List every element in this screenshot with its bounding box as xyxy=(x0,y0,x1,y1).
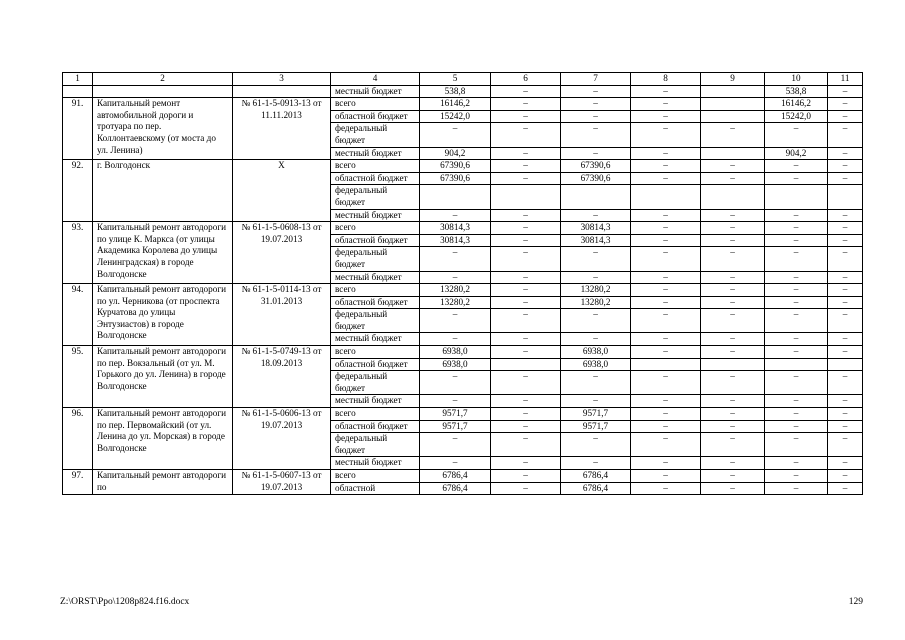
table-row xyxy=(63,160,863,173)
value-cell xyxy=(701,185,765,209)
budget-type-cell: областной бюджет xyxy=(331,358,420,371)
header-cell: 7 xyxy=(561,73,631,86)
value-cell: – xyxy=(631,309,701,333)
budget-type-cell: всего xyxy=(331,284,420,297)
budget-type-cell: областной xyxy=(331,482,420,495)
value-cell: – xyxy=(631,296,701,309)
value-cell: – xyxy=(561,271,631,284)
value-cell: – xyxy=(491,346,561,359)
value-cell xyxy=(701,358,765,371)
value-cell: 6938,0 xyxy=(561,358,631,371)
value-cell xyxy=(491,358,561,371)
value-cell: – xyxy=(701,209,765,222)
value-cell: – xyxy=(765,247,828,271)
value-cell: – xyxy=(765,395,828,408)
value-cell: – xyxy=(491,147,561,160)
value-cell: 30814,3 xyxy=(420,222,491,235)
value-cell: – xyxy=(828,123,863,147)
value-cell: – xyxy=(765,408,828,421)
budget-type-cell: местный бюджет xyxy=(331,457,420,470)
header-cell: 6 xyxy=(491,73,561,86)
value-cell: – xyxy=(631,482,701,495)
value-cell: – xyxy=(491,172,561,185)
value-cell: – xyxy=(765,160,828,173)
value-cell: – xyxy=(491,395,561,408)
value-cell: – xyxy=(765,433,828,457)
value-cell: 904,2 xyxy=(765,147,828,160)
value-cell: – xyxy=(561,457,631,470)
value-cell: 6786,4 xyxy=(561,470,631,483)
budget-type-cell: областной бюджет xyxy=(331,420,420,433)
header-cell: 3 xyxy=(233,73,331,86)
value-cell: – xyxy=(828,110,863,123)
value-cell: – xyxy=(828,85,863,98)
value-cell: – xyxy=(765,346,828,359)
footer-file-path: Z:\ORST\Ppo\1208p824.f16.docx xyxy=(60,597,190,607)
value-cell: – xyxy=(561,371,631,395)
budget-type-cell: областной бюджет xyxy=(331,296,420,309)
budget-type-cell: местный бюджет xyxy=(331,395,420,408)
header-cell: 10 xyxy=(765,73,828,86)
value-cell: – xyxy=(701,247,765,271)
value-cell: 6786,4 xyxy=(420,470,491,483)
value-cell: – xyxy=(631,98,701,111)
value-cell: – xyxy=(631,172,701,185)
value-cell: – xyxy=(701,172,765,185)
value-cell xyxy=(701,110,765,123)
value-cell xyxy=(701,98,765,111)
value-cell: – xyxy=(631,284,701,297)
budget-type-cell: местный бюджет xyxy=(331,85,420,98)
value-cell: – xyxy=(828,98,863,111)
value-cell: – xyxy=(701,271,765,284)
header-cell: 8 xyxy=(631,73,701,86)
value-cell: – xyxy=(631,433,701,457)
value-cell: – xyxy=(561,209,631,222)
value-cell: – xyxy=(765,296,828,309)
value-cell xyxy=(491,185,561,209)
value-cell: – xyxy=(491,85,561,98)
value-cell: – xyxy=(631,234,701,247)
value-cell: – xyxy=(631,395,701,408)
value-cell: – xyxy=(701,395,765,408)
value-cell: – xyxy=(701,296,765,309)
value-cell: – xyxy=(491,222,561,235)
budget-type-cell: всего xyxy=(331,346,420,359)
header-cell: 5 xyxy=(420,73,491,86)
budget-type-cell: всего xyxy=(331,408,420,421)
value-cell: 15242,0 xyxy=(420,110,491,123)
value-cell: – xyxy=(420,457,491,470)
value-cell: – xyxy=(561,98,631,111)
value-cell: 904,2 xyxy=(420,147,491,160)
value-cell: – xyxy=(765,209,828,222)
value-cell: 67390,6 xyxy=(561,160,631,173)
value-cell: – xyxy=(765,457,828,470)
value-cell: – xyxy=(631,85,701,98)
value-cell xyxy=(828,358,863,371)
value-cell: 13280,2 xyxy=(420,284,491,297)
value-cell: 30814,3 xyxy=(561,234,631,247)
value-cell: – xyxy=(491,457,561,470)
value-cell: – xyxy=(701,309,765,333)
value-cell: – xyxy=(631,371,701,395)
document-cell: № 61-1-5-0607-13 от 19.07.2013 xyxy=(233,470,331,495)
object-name-cell: Капитальный ремонт автодороги по улице К. Маркса (от улицы Академика Королева до улицы Ленинградская) в городе Волгодонске xyxy=(93,222,233,284)
value-cell: – xyxy=(631,160,701,173)
value-cell: – xyxy=(420,433,491,457)
value-cell: – xyxy=(828,271,863,284)
value-cell: – xyxy=(701,420,765,433)
value-cell: – xyxy=(828,346,863,359)
value-cell: – xyxy=(561,147,631,160)
value-cell: – xyxy=(561,309,631,333)
value-cell: – xyxy=(491,371,561,395)
value-cell: – xyxy=(701,470,765,483)
value-cell: – xyxy=(491,209,561,222)
value-cell xyxy=(561,185,631,209)
value-cell: – xyxy=(828,160,863,173)
value-cell: – xyxy=(631,457,701,470)
table-row xyxy=(63,408,863,421)
value-cell: – xyxy=(701,433,765,457)
value-cell: 67390,6 xyxy=(420,172,491,185)
value-cell: – xyxy=(491,420,561,433)
value-cell: – xyxy=(828,172,863,185)
value-cell xyxy=(631,185,701,209)
budget-type-cell: федеральный бюджет xyxy=(331,433,420,457)
row-number-cell: 96. xyxy=(63,408,93,470)
value-cell: – xyxy=(561,85,631,98)
value-cell: – xyxy=(631,408,701,421)
value-cell xyxy=(765,358,828,371)
value-cell: – xyxy=(491,160,561,173)
value-cell: – xyxy=(491,234,561,247)
value-cell: – xyxy=(561,395,631,408)
table-row xyxy=(63,284,863,297)
value-cell: – xyxy=(420,309,491,333)
value-cell: – xyxy=(765,234,828,247)
budget-type-cell: местный бюджет xyxy=(331,147,420,160)
value-cell: – xyxy=(828,209,863,222)
row-number-cell: 91. xyxy=(63,98,93,160)
value-cell: 6938,0 xyxy=(561,346,631,359)
value-cell: – xyxy=(420,247,491,271)
value-cell: – xyxy=(491,470,561,483)
value-cell: – xyxy=(631,209,701,222)
value-cell: 13280,2 xyxy=(420,296,491,309)
value-cell: – xyxy=(701,408,765,421)
object-name-cell: Капитальный ремонт автодороги по ул. Черникова (от проспекта Курчатова до улицы Энтузиастов) в городе Волгодонске xyxy=(93,284,233,346)
value-cell: 15242,0 xyxy=(765,110,828,123)
value-cell: – xyxy=(631,222,701,235)
value-cell: 67390,6 xyxy=(561,172,631,185)
value-cell: – xyxy=(828,234,863,247)
value-cell: – xyxy=(828,309,863,333)
budget-table xyxy=(62,72,863,495)
document-cell: № 61-1-5-0606-13 от 19.07.2013 xyxy=(233,408,331,470)
value-cell: 6786,4 xyxy=(420,482,491,495)
value-cell xyxy=(701,85,765,98)
row-number-cell: 94. xyxy=(63,284,93,346)
budget-type-cell: федеральный бюджет xyxy=(331,185,420,209)
value-cell: – xyxy=(828,457,863,470)
value-cell: – xyxy=(701,371,765,395)
header-cell: 1 xyxy=(63,73,93,86)
value-cell: – xyxy=(765,172,828,185)
value-cell: – xyxy=(765,284,828,297)
value-cell: – xyxy=(491,271,561,284)
value-cell: – xyxy=(631,147,701,160)
value-cell: – xyxy=(491,296,561,309)
value-cell: – xyxy=(828,333,863,346)
value-cell: – xyxy=(765,470,828,483)
row-number-cell: 92. xyxy=(63,160,93,222)
value-cell xyxy=(701,147,765,160)
value-cell: – xyxy=(701,346,765,359)
object-name-cell: г. Волгодонск xyxy=(93,160,233,222)
value-cell: – xyxy=(765,123,828,147)
budget-type-cell: всего xyxy=(331,222,420,235)
header-cell: 4 xyxy=(331,73,420,86)
document-cell: № 61-1-5-0114-13 от 31.01.2013 xyxy=(233,284,331,346)
value-cell: – xyxy=(631,333,701,346)
value-cell xyxy=(631,358,701,371)
value-cell: – xyxy=(765,309,828,333)
value-cell: 6786,4 xyxy=(561,482,631,495)
value-cell: – xyxy=(631,110,701,123)
value-cell: – xyxy=(765,271,828,284)
value-cell: – xyxy=(420,395,491,408)
row-number-cell: 97. xyxy=(63,470,93,495)
budget-type-cell: федеральный бюджет xyxy=(331,247,420,271)
value-cell: – xyxy=(765,371,828,395)
header-cell: 2 xyxy=(93,73,233,86)
value-cell: – xyxy=(561,333,631,346)
value-cell: – xyxy=(701,333,765,346)
budget-type-cell: областной бюджет xyxy=(331,172,420,185)
value-cell: – xyxy=(420,209,491,222)
value-cell: 16146,2 xyxy=(420,98,491,111)
value-cell: – xyxy=(828,222,863,235)
budget-type-cell: местный бюджет xyxy=(331,209,420,222)
value-cell: 6938,0 xyxy=(420,346,491,359)
budget-type-cell: всего xyxy=(331,98,420,111)
value-cell: – xyxy=(631,123,701,147)
header-row xyxy=(63,73,863,86)
empty-cell xyxy=(233,85,331,98)
row-number-cell: 93. xyxy=(63,222,93,284)
value-cell: – xyxy=(631,420,701,433)
value-cell: – xyxy=(491,482,561,495)
value-cell xyxy=(420,185,491,209)
value-cell: 9571,7 xyxy=(561,420,631,433)
value-cell: 9571,7 xyxy=(420,420,491,433)
value-cell: – xyxy=(701,457,765,470)
value-cell: 67390,6 xyxy=(420,160,491,173)
value-cell: – xyxy=(491,123,561,147)
value-cell: – xyxy=(828,470,863,483)
header-cell: 9 xyxy=(701,73,765,86)
budget-type-cell: всего xyxy=(331,470,420,483)
budget-type-cell: федеральный бюджет xyxy=(331,371,420,395)
value-cell: – xyxy=(561,123,631,147)
object-name-cell: Капитальный ремонт автодороги по пер. Вокзальный (от ул. М. Горького до ул. Ленина) в городе Волгодонске xyxy=(93,346,233,408)
value-cell: – xyxy=(420,123,491,147)
value-cell: – xyxy=(491,333,561,346)
row-number-cell: 95. xyxy=(63,346,93,408)
empty-cell xyxy=(63,85,93,98)
budget-type-cell: местный бюджет xyxy=(331,333,420,346)
value-cell: – xyxy=(701,482,765,495)
value-cell: – xyxy=(420,371,491,395)
value-cell: – xyxy=(631,247,701,271)
table-row xyxy=(63,346,863,359)
budget-type-cell: областной бюджет xyxy=(331,110,420,123)
budget-type-cell: федеральный бюджет xyxy=(331,123,420,147)
value-cell: – xyxy=(561,433,631,457)
value-cell: – xyxy=(828,408,863,421)
value-cell: – xyxy=(828,284,863,297)
object-name-cell: Капитальный ремонт автомобильной дороги и тротуара по пер. Коллонтаевскому (от моста до ул. Ленина) xyxy=(93,98,233,160)
value-cell: 6938,0 xyxy=(420,358,491,371)
document-cell: № 61-1-5-0913-13 от 11.11.2013 xyxy=(233,98,331,160)
value-cell: 9571,7 xyxy=(561,408,631,421)
value-cell: 13280,2 xyxy=(561,296,631,309)
document-cell: № 61-1-5-0608-13 от 19.07.2013 xyxy=(233,222,331,284)
header-cell: 11 xyxy=(828,73,863,86)
value-cell xyxy=(765,185,828,209)
value-cell: 13280,2 xyxy=(561,284,631,297)
value-cell: – xyxy=(828,147,863,160)
value-cell: – xyxy=(701,234,765,247)
document-cell: № 61-1-5-0749-13 от 18.09.2013 xyxy=(233,346,331,408)
value-cell: – xyxy=(561,247,631,271)
document-cell: Х xyxy=(233,160,331,222)
value-cell: – xyxy=(701,123,765,147)
value-cell: – xyxy=(491,110,561,123)
value-cell: 16146,2 xyxy=(765,98,828,111)
value-cell: – xyxy=(420,271,491,284)
value-cell: – xyxy=(765,222,828,235)
value-cell: – xyxy=(828,247,863,271)
value-cell: 30814,3 xyxy=(420,234,491,247)
value-cell: – xyxy=(561,110,631,123)
value-cell: – xyxy=(828,296,863,309)
value-cell: – xyxy=(765,482,828,495)
value-cell: – xyxy=(828,433,863,457)
value-cell: – xyxy=(491,309,561,333)
footer-page-number: 129 xyxy=(848,597,863,607)
table-row xyxy=(63,222,863,235)
budget-type-cell: всего xyxy=(331,160,420,173)
budget-type-cell: федеральный бюджет xyxy=(331,309,420,333)
value-cell: – xyxy=(491,247,561,271)
table-row xyxy=(63,85,863,98)
empty-cell xyxy=(93,85,233,98)
value-cell: – xyxy=(765,333,828,346)
budget-type-cell: областной бюджет xyxy=(331,234,420,247)
value-cell: – xyxy=(828,482,863,495)
value-cell: – xyxy=(491,284,561,297)
budget-type-cell: местный бюджет xyxy=(331,271,420,284)
value-cell: – xyxy=(828,371,863,395)
object-name-cell: Капитальный ремонт автодороги по xyxy=(93,470,233,495)
value-cell: – xyxy=(631,470,701,483)
value-cell: 538,8 xyxy=(420,85,491,98)
value-cell: – xyxy=(828,420,863,433)
value-cell: – xyxy=(701,160,765,173)
object-name-cell: Капитальный ремонт автодороги по пер. Первомайский (от ул. Ленина до ул. Морская) в городе Волгодонске xyxy=(93,408,233,470)
value-cell: – xyxy=(828,395,863,408)
value-cell: 538,8 xyxy=(765,85,828,98)
table-row xyxy=(63,98,863,111)
value-cell: – xyxy=(491,408,561,421)
value-cell xyxy=(828,185,863,209)
value-cell: – xyxy=(631,271,701,284)
value-cell: – xyxy=(491,433,561,457)
value-cell: – xyxy=(420,333,491,346)
value-cell: – xyxy=(701,284,765,297)
table-row xyxy=(63,470,863,483)
value-cell: – xyxy=(491,98,561,111)
value-cell: – xyxy=(765,420,828,433)
table-body xyxy=(63,73,863,495)
value-cell: – xyxy=(701,222,765,235)
value-cell: 9571,7 xyxy=(420,408,491,421)
value-cell: 30814,3 xyxy=(561,222,631,235)
value-cell: – xyxy=(631,346,701,359)
